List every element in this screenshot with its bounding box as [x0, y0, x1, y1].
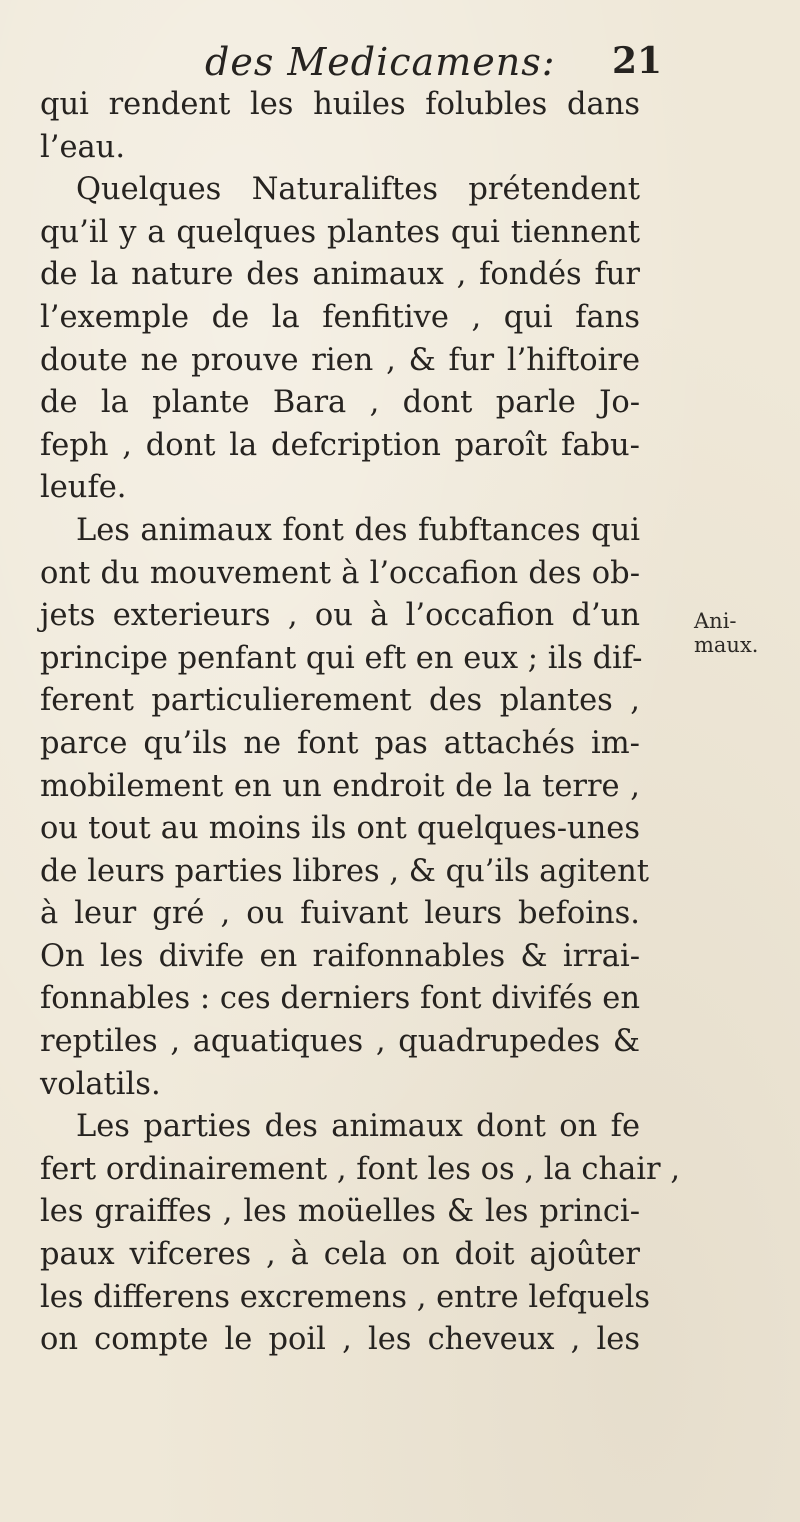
page-header	[0, 40, 800, 90]
text-line: jets exterieurs , ou à l’occafion d’un	[40, 598, 640, 634]
text-line: l’exemple de la fenfitive , qui fans	[40, 299, 640, 335]
text-line: de la nature des animaux , fondés fur	[40, 257, 640, 293]
text-line: Les parties des animaux dont on fe	[76, 1109, 640, 1145]
text-line: fonnables : ces derniers font divifés en	[40, 981, 640, 1017]
text-line: On les divife en raifonnables & irrai-	[40, 938, 640, 974]
text-line: reptiles , aquatiques , quadrupedes &	[40, 1024, 640, 1060]
text-line: ferent particulierement des plantes ,	[40, 683, 640, 719]
text-line: leufe.	[40, 470, 127, 506]
text-line: volatils.	[40, 1066, 161, 1102]
text-line: on compte le poil , les cheveux , les	[40, 1322, 640, 1358]
text-line: feph , dont la defcription paroît fabu-	[40, 427, 640, 463]
text-line: ou tout au moins ils ont quelques-unes	[40, 811, 640, 847]
body-text	[40, 84, 681, 1362]
text-line: doute ne prouve rien , & fur l’hiftoire	[40, 342, 640, 378]
text-line: les differens excremens , entre lefquels	[40, 1279, 651, 1315]
text-line: de leurs parties libres , & qu’ils agitent	[40, 853, 649, 889]
text-line: de la plante Bara , dont parle Jo-	[40, 385, 640, 421]
text-line: principe penfant qui eft en eux ; ils dif-	[40, 640, 643, 676]
text-line: l’eau.	[40, 129, 126, 165]
text-line: Les animaux font des fubftances qui	[76, 512, 640, 548]
text-line: qui rendent les huiles folubles dans	[40, 87, 640, 122]
text-line: paux vifceres , à cela on doit ajoûter	[40, 1237, 640, 1273]
page-number: 21	[612, 40, 663, 82]
text-line: les graiffes , les moüelles & les princi-	[40, 1194, 640, 1230]
margin-note	[694, 609, 784, 657]
text-line: Quelques Naturaliftes prétendent	[76, 172, 640, 208]
text-line: qu’il y a quelques plantes qui tiennent	[40, 214, 640, 250]
text-line: ont du mouvement à l’occafion des ob-	[40, 555, 640, 591]
text-line: parce qu’ils ne font pas attachés im-	[40, 725, 640, 761]
text-line: mobilement en un endroit de la terre ,	[40, 768, 640, 804]
text-line: à leur gré , ou fuivant leurs befoins.	[40, 896, 640, 932]
running-title: des Medicamens:	[205, 40, 556, 84]
margin-note-line: maux.	[694, 633, 759, 657]
text-line: fert ordinairement , font les os , la chair ,	[40, 1151, 681, 1187]
margin-note-line: Ani-	[694, 609, 737, 633]
